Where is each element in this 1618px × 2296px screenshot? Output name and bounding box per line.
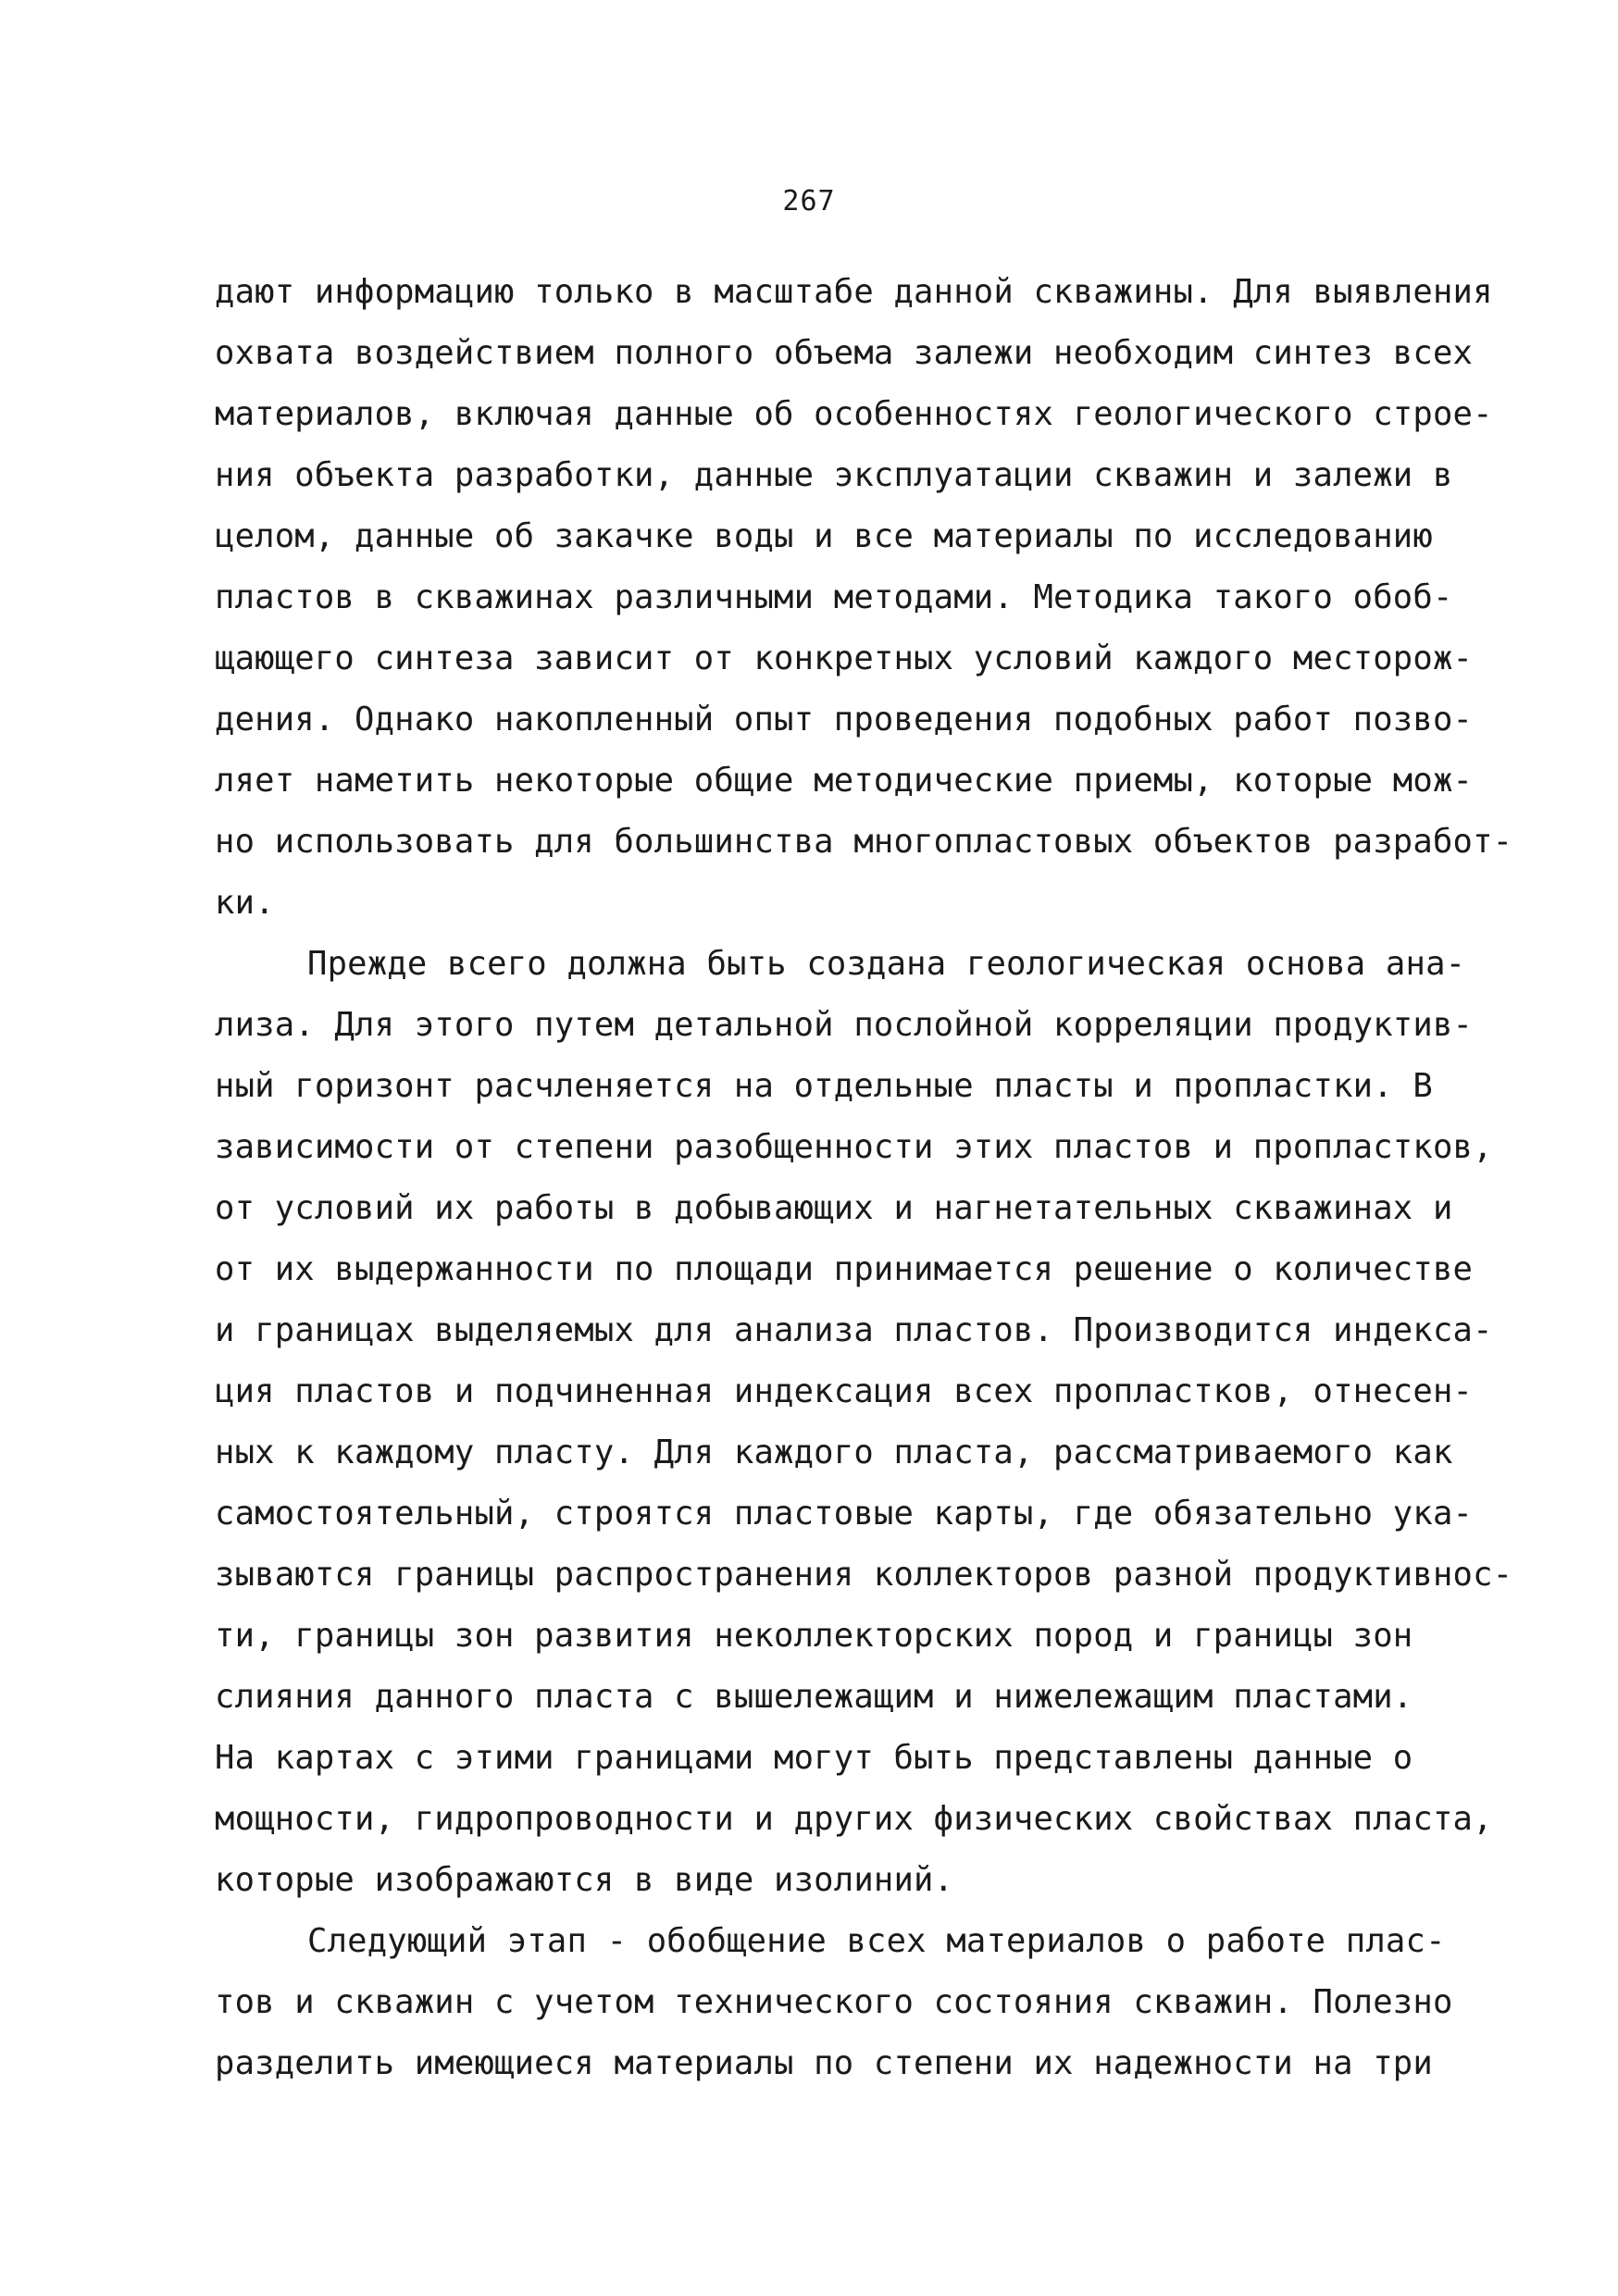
text-line: ти, границы зон развития неколлекторских пород и границы зон	[215, 1617, 1413, 1655]
text-line: зависимости от степени разобщенности этих пластов и пропластков,	[215, 1128, 1493, 1166]
text-line: тов и скважин с учетом технического состояния скважин. Полезно	[215, 1983, 1453, 2021]
text-line: пластов в скважинах различными методами. Методика такого обоб-	[215, 578, 1453, 616]
text-line: На картах с этими границами могут быть представлены данные о	[215, 1739, 1413, 1777]
text-line: от условий их работы в добывающих и нагнетательных скважинах и	[215, 1189, 1453, 1227]
text-line: щающего синтеза зависит от конкретных условий каждого месторож-	[215, 639, 1474, 677]
text-line: мощности, гидропроводности и других физических свойствах пласта,	[215, 1800, 1493, 1838]
text-line: но использовать для большинства многопластовых объектов разработ-	[215, 823, 1513, 861]
text-line: ки.	[215, 884, 275, 922]
text-line: ния объекта разработки, данные эксплуатации скважин и залежи в	[215, 456, 1453, 494]
text-line: и границах выделяемых для анализа пластов. Производится индекса-	[215, 1311, 1493, 1349]
paragraph-first-line: Следующий этап - обобщение всех материалов о работе плас-	[307, 1922, 1446, 1960]
text-line: разделить имеющиеся материалы по степени их надежности на три	[215, 2044, 1433, 2082]
text-line: целом, данные об закачке воды и все материалы по исследованию	[215, 517, 1433, 555]
paragraph-first-line: Прежде всего должна быть создана геологическая основа ана-	[307, 945, 1466, 983]
text-line: дения. Однако накопленный опыт проведения подобных работ позво-	[215, 701, 1474, 738]
text-line: от их выдержанности по площади принимается решение о количестве	[215, 1250, 1474, 1288]
text-line: лиза. Для этого путем детальной послойной корреляции продуктив-	[215, 1006, 1474, 1044]
text-line: которые изображаются в виде изолиний.	[215, 1861, 954, 1899]
text-line: ляет наметить некоторые общие методические приемы, которые мож-	[215, 762, 1474, 800]
text-line: материалов, включая данные об особенностях геологического строе-	[215, 395, 1493, 433]
text-line: зываются границы распространения коллекторов разной продуктивнос-	[215, 1556, 1513, 1594]
text-line: самостоятельный, строятся пластовые карты, где обязательно ука-	[215, 1495, 1474, 1533]
text-line: дают информацию только в масштабе данной скважины. Для выявления	[215, 273, 1493, 311]
page-number: 267	[782, 185, 836, 217]
text-line: слияния данного пласта с вышележащим и нижележащим пластами.	[215, 1678, 1413, 1716]
text-line: охвата воздействием полного объема залежи необходим синтез всех	[215, 334, 1474, 372]
text-line: ция пластов и подчиненная индексация всех пропластков, отнесен-	[215, 1372, 1474, 1410]
text-line: ный горизонт расчленяется на отдельные пласты и пропластки. В	[215, 1067, 1433, 1105]
text-line: ных к каждому пласту. Для каждого пласта, рассматриваемого как	[215, 1433, 1453, 1471]
